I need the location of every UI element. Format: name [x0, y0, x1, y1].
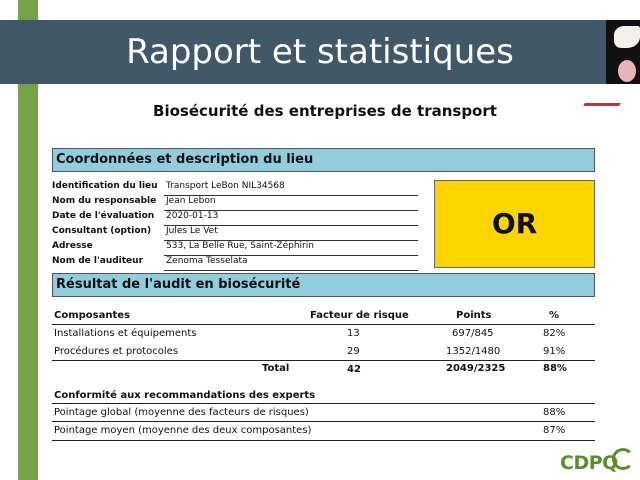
conformity-label: Pointage global (moyenne des facteurs de risques) — [54, 407, 309, 418]
col-header-percent: % — [549, 310, 560, 321]
divider — [52, 403, 595, 404]
field-label: Date de l'évaluation — [52, 211, 155, 221]
row-name: Installations et équipements — [54, 328, 197, 339]
rating-badge: OR — [434, 180, 595, 268]
page-title: Rapport et statistiques — [126, 32, 514, 72]
row-name: Procédures et protocoles — [54, 346, 179, 357]
cdpq-logo: CDPQ — [560, 452, 618, 474]
divider — [52, 421, 595, 422]
field-value: Zenoma Tesselata — [164, 256, 418, 271]
divider — [52, 324, 595, 325]
conformity-label: Pointage moyen (moyenne des deux composantes) — [54, 425, 312, 436]
section-header-location: Coordonnées et description du lieu — [52, 148, 595, 172]
total-percent: 88% — [543, 363, 567, 374]
col-header-points: Points — [456, 310, 492, 321]
total-points: 2049/2325 — [446, 363, 506, 374]
field-label: Adresse — [52, 241, 93, 251]
row-risk: 13 — [347, 328, 360, 339]
row-risk: 29 — [347, 346, 360, 357]
divider — [52, 440, 595, 441]
row-percent: 91% — [543, 346, 566, 357]
field-label: Nom du responsable — [52, 196, 157, 206]
row-points: 1352/1480 — [446, 346, 501, 357]
field-label: Consultant (option) — [52, 226, 152, 236]
field-value: Jean Lebon — [164, 196, 418, 211]
conformity-percent: 87% — [543, 425, 566, 436]
field-value: Jules Le Vet — [164, 226, 418, 241]
report-subtitle: Biosécurité des entreprises de transport — [153, 102, 497, 120]
conformity-percent: 88% — [543, 407, 566, 418]
total-risk: 42 — [347, 364, 361, 375]
col-header-risk: Facteur de risque — [310, 310, 409, 321]
row-points: 697/845 — [452, 328, 494, 339]
cow-photo — [606, 20, 640, 84]
divider — [52, 360, 595, 361]
field-label: Nom de l'auditeur — [52, 256, 144, 266]
field-value: Transport LeBon NIL34568 — [164, 181, 418, 196]
total-label: Total — [262, 363, 290, 374]
section-header-audit-results: Résultat de l'audit en biosécurité — [52, 273, 595, 297]
row-percent: 82% — [543, 328, 566, 339]
col-header-component: Composantes — [54, 310, 130, 321]
conformity-title: Conformité aux recommandations des experts — [54, 390, 316, 401]
decorative-red-mark — [583, 103, 621, 106]
cdpq-swirl-icon — [612, 448, 634, 470]
field-value: 533, La Belle Rue, Saint-Zéphirin — [164, 241, 418, 256]
field-value: 2020-01-13 — [164, 211, 418, 226]
field-label: Identification du lieu — [52, 181, 158, 191]
